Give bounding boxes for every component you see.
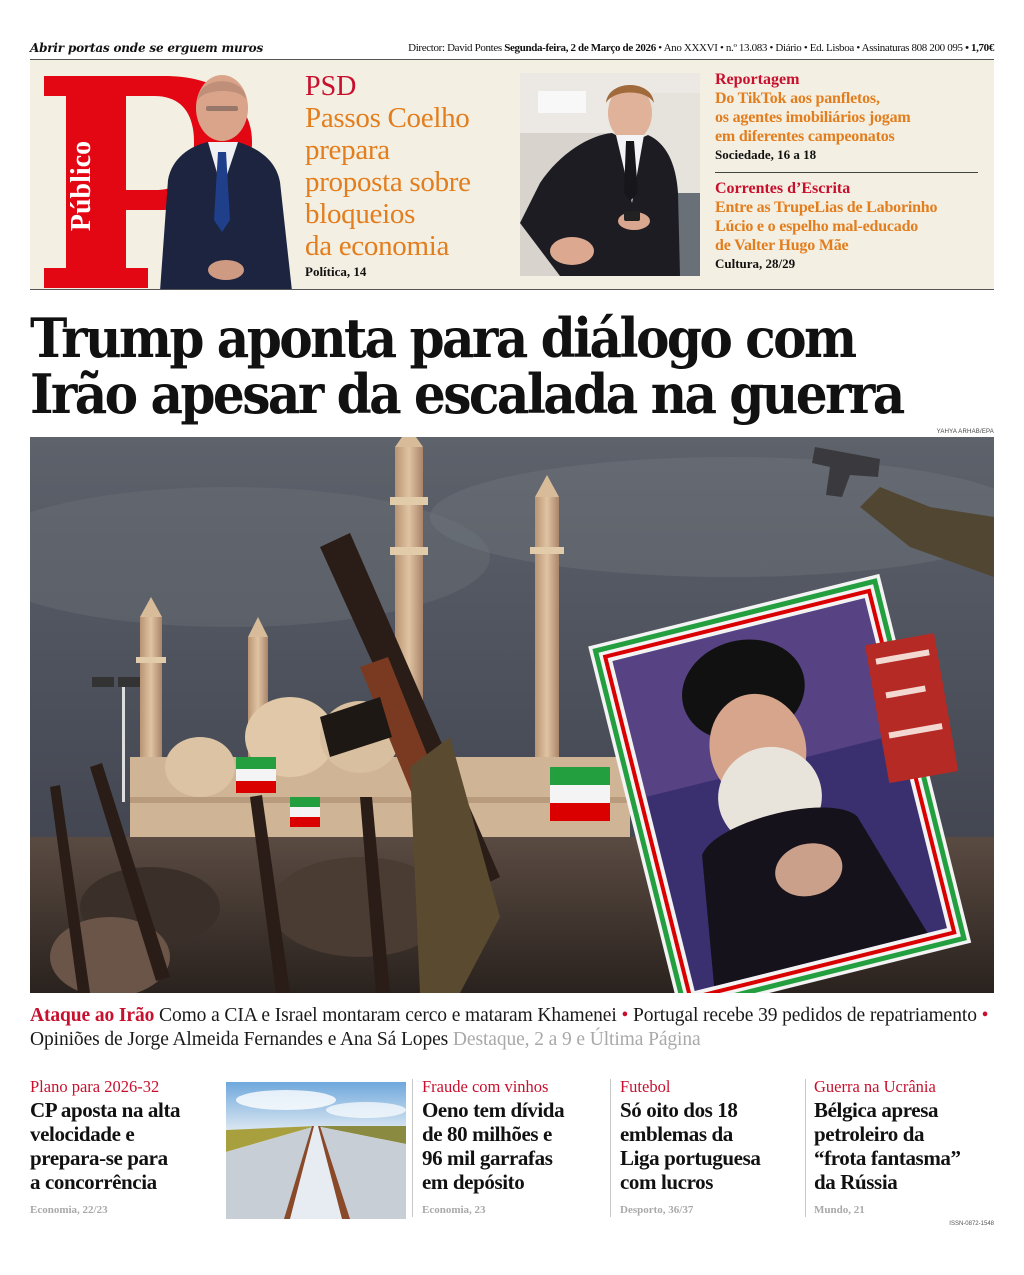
main-photo: [30, 437, 994, 993]
side-stories: [715, 70, 985, 278]
story-title-line: da Rússia: [814, 1170, 898, 1194]
story-title-line: emblemas da: [620, 1122, 733, 1146]
masthead-info: [408, 39, 994, 57]
publico-wordmark: Público: [66, 140, 97, 232]
side-title-line: os agentes imobiliários jogam: [715, 109, 911, 126]
lead-title: [305, 102, 520, 262]
summary-item: Como a CIA e Israel montaram cerco e mataram Khamenei: [159, 1005, 617, 1026]
story-title-line: prepara-se para: [30, 1146, 168, 1170]
price: 1,70€: [970, 42, 994, 54]
side-title-line: de Valter Hugo Mãe: [715, 237, 849, 254]
lead-title-line: prepara: [305, 134, 390, 166]
story-title-line: petroleiro da: [814, 1122, 925, 1146]
story-title-line: Só oito dos 18: [620, 1098, 738, 1122]
lead-title-line: da economia: [305, 230, 450, 262]
issue-number: n.º 13.083: [725, 42, 768, 54]
headline-line: Trump aponta para diálogo com: [30, 306, 855, 370]
separator: •: [769, 42, 773, 54]
lead-title-line: proposta sobre: [305, 166, 471, 198]
story-page-ref: Economia, 23: [422, 1204, 486, 1216]
story-title-line: em depósito: [422, 1170, 525, 1194]
lead-title-line: bloqueios: [305, 198, 416, 230]
story-kicker: Plano para 2026-32: [30, 1077, 160, 1096]
masthead-strip: [30, 39, 994, 57]
lead-story-photo: [150, 70, 300, 290]
date: Segunda-feira, 2 de Março de 2026: [504, 42, 656, 54]
main-summary[interactable]: [30, 1004, 994, 1052]
summary-item: Portugal recebe 39 pedidos de repatriamento: [632, 1005, 977, 1026]
side-title-line: em diferentes campeonatos: [715, 128, 895, 145]
photo-credit: YAHYA ARHAB/EPA: [936, 429, 994, 435]
bottom-stories: [30, 1076, 994, 1226]
separator: •: [719, 42, 724, 54]
story-title-line: Liga portuguesa: [620, 1146, 761, 1170]
story-title: [620, 1098, 805, 1194]
story-title-line: 96 mil garrafas: [422, 1146, 553, 1170]
story-title-line: de 80 milhões e: [422, 1122, 552, 1146]
headline-line: Irão apesar da escalada na guerra: [30, 362, 903, 426]
story-title: [30, 1098, 220, 1194]
story-oeno[interactable]: [422, 1076, 612, 1216]
story-ucrania[interactable]: [814, 1076, 994, 1216]
story-title-line: com lucros: [620, 1170, 714, 1194]
story-title-line: Bélgica apresa: [814, 1098, 939, 1122]
side-story-reportagem[interactable]: [715, 70, 985, 169]
divider: [610, 1079, 611, 1217]
separator: •: [965, 42, 969, 54]
bullet: •: [621, 1005, 629, 1026]
story-title: [814, 1098, 994, 1194]
director: Director: David Pontes: [408, 42, 502, 54]
year: Ano XXXVI: [663, 42, 718, 54]
story-title-line: CP aposta na alta: [30, 1098, 181, 1122]
story-page-ref: Economia, 22/23: [30, 1204, 108, 1216]
separator: •: [658, 42, 662, 54]
side-title: [715, 89, 985, 146]
separator: •: [803, 42, 808, 54]
divider: [715, 172, 978, 173]
edition: Ed. Lisboa: [809, 42, 854, 54]
side-title: [715, 198, 985, 255]
lead-kicker: PSD: [305, 71, 357, 102]
divider: [805, 1079, 806, 1217]
story-kicker: Guerra na Ucrânia: [814, 1077, 936, 1096]
separator: •: [856, 42, 860, 54]
bullet: •: [981, 1005, 989, 1026]
divider: [412, 1079, 413, 1217]
header-band: [30, 59, 994, 290]
story-kicker: Futebol: [620, 1077, 671, 1096]
realtor-photo: [520, 73, 700, 276]
summary-page-ref: Destaque, 2 a 9 e Última Página: [452, 1029, 701, 1050]
side-page-ref: Cultura, 28/29: [715, 256, 796, 271]
story-title: [422, 1098, 612, 1194]
railway-photo: [226, 1082, 406, 1219]
story-cp[interactable]: [30, 1076, 220, 1216]
side-title-line: Do TikTok aos panfletos,: [715, 90, 880, 107]
lead-title-line: Passos Coelho: [305, 102, 470, 134]
side-page-ref: Sociedade, 16 a 18: [715, 147, 817, 162]
side-title-line: Entre as TrupeLias de Laborinho: [715, 199, 938, 216]
summary-item: Opiniões de Jorge Almeida Fernandes e Ana Sá Lopes: [30, 1029, 449, 1050]
story-title-line: Oeno tem dívida: [422, 1098, 565, 1122]
tagline: Abrir portas onde se erguem muros: [30, 41, 264, 55]
summary-kicker: Ataque ao Irão: [30, 1005, 155, 1026]
main-headline[interactable]: [30, 306, 927, 426]
story-page-ref: Mundo, 21: [814, 1204, 865, 1216]
issn: ISSN-0872-1548: [949, 1221, 994, 1227]
story-page-ref: Desporto, 36/37: [620, 1204, 694, 1216]
lead-story[interactable]: [305, 72, 520, 280]
story-kicker: Fraude com vinhos: [422, 1077, 549, 1096]
side-story-correntes[interactable]: [715, 179, 985, 278]
lead-page-ref: Política, 14: [305, 264, 367, 279]
side-kicker: Reportagem: [715, 71, 800, 88]
side-kicker: Correntes d’Escrita: [715, 180, 851, 197]
story-title-line: a concorrência: [30, 1170, 157, 1194]
story-futebol[interactable]: [620, 1076, 805, 1216]
frequency: Diário: [775, 42, 802, 54]
side-title-line: Lúcio e o espelho mal-educado: [715, 218, 919, 235]
story-title-line: velocidade e: [30, 1122, 135, 1146]
story-title-line: “frota fantasma”: [814, 1146, 961, 1170]
subscriptions: Assinaturas 808 200 095: [861, 42, 963, 54]
